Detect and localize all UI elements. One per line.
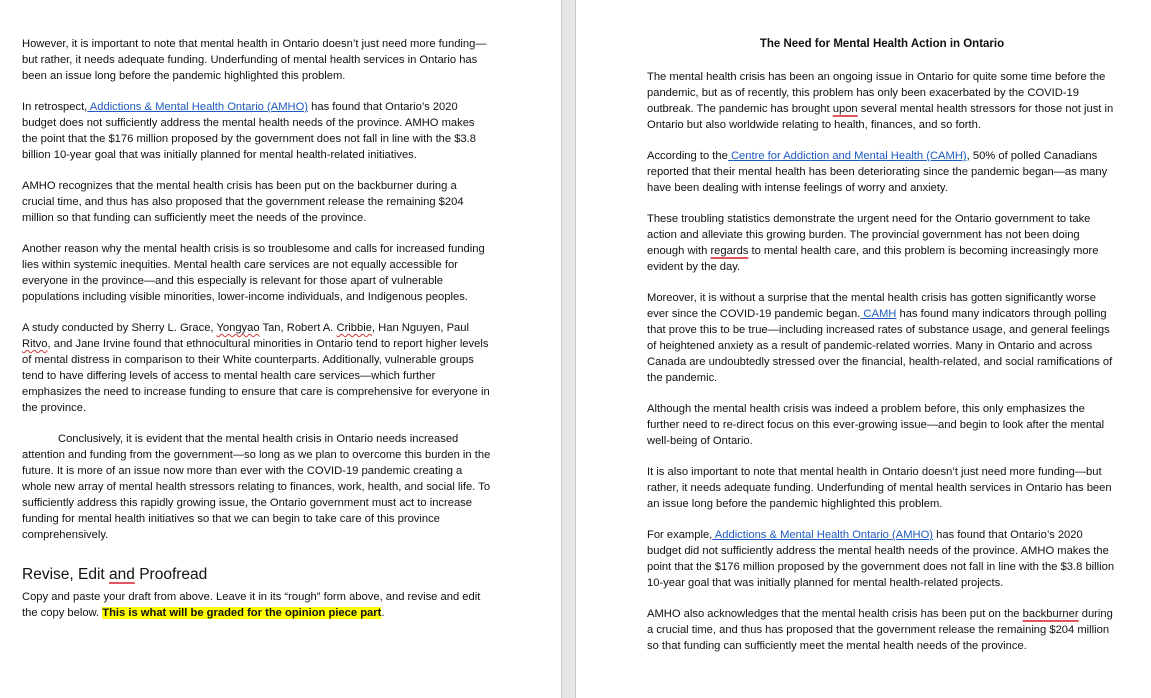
camh-link[interactable]: CAMH xyxy=(860,308,897,320)
paragraph-although: Although the mental health crisis was indeed a problem before, this only emphasizes the further need to re-direct focus on this ever-growing issue—and begin to look after the mental well-being of Ontario. xyxy=(647,403,1105,447)
text-run: The mental health crisis has been an ongoing issue in Ontario for quite some time before the pandemic, but as of recently, this problem has only been exacerbated by the COVID-19 outbreak. The pandemic has brought xyxy=(647,71,1106,115)
text-run: Revise, Edit xyxy=(22,566,110,583)
text-run: Tan, Robert A. xyxy=(259,322,337,334)
highlighted-text: This is what will be graded for the opinion piece part xyxy=(102,607,382,619)
paragraph-troubling-statistics xyxy=(647,211,1117,275)
paragraph-intro xyxy=(647,69,1117,133)
spelling-error-word[interactable]: Cribbie xyxy=(336,322,372,334)
paragraph-amho-acknowledges xyxy=(647,606,1117,654)
paragraph-systemic-inequities: Another reason why the mental health crisis is so troublesome and calls for increased funding lies within systemic inequities. Mental health care services are not equally accessible for everyone in the province—and this especially is relevant for those apart of vulnerable populations including visible minorities, lower-income individuals, and Indigenous peoples. xyxy=(22,243,485,303)
grammar-flag-word[interactable]: backburner xyxy=(1022,608,1079,620)
paragraph-camh-poll xyxy=(647,148,1117,196)
paragraph-amho-budget xyxy=(647,527,1117,591)
spelling-error-word[interactable]: Yongyao xyxy=(216,322,260,334)
text-run: These troubling statistics demonstrate the urgent need for the Ontario government to take action and alleviate this growing burden. The provincial government has not been doing enough with xyxy=(647,213,1091,257)
text-run: has found that Ontario’s 2020 budget does not sufficiently address the mental health needs of the province. AMHO makes the point that the $176 million proposed by the government does not fall in line with the $3.8 billion 10-year goal that was initially planned for mental health-related initiatives. xyxy=(22,101,477,161)
text-run: In retrospect, xyxy=(22,101,88,113)
paragraph-funding: It is also important to note that mental health in Ontario doesn’t just need more funding—but rather, it needs adequate funding. Underfunding of mental health services in Ontario has been an issue long before the pandemic highlighted this problem. xyxy=(647,466,1112,510)
paragraph-study xyxy=(22,320,492,416)
grammar-flag-word[interactable]: regards xyxy=(710,245,749,257)
text-run: , and Jane Irvine found that ethnocultural minorities in Ontario tend to report higher levels of mental distress in comparison to their White counterparts. Additionally, vulnerable groups tend to have differing levels of access to mental health care services—which further emphasizes the need to increase funding to ensure that care is comprehensive for everyone in the province. xyxy=(22,338,490,414)
text-run: Moreover, it is without a surprise that the mental health crisis has gotten significantly worse ever since the COVID-19 pandemic began. xyxy=(647,292,1096,320)
document-title: The Need for Mental Health Action in Ontario xyxy=(759,38,1005,50)
section-heading xyxy=(22,565,561,585)
grammar-flag-word[interactable]: and xyxy=(109,566,135,583)
text-run: has found that Ontario’s 2020 budget did not sufficiently address the mental health needs of the province. AMHO makes the point that the $176 million proposed by the government does not fall in line with the $3.8 billion 10-year goal that was initially planned for mental health-related projects. xyxy=(647,529,1115,589)
page-border xyxy=(561,0,562,698)
document-page-left xyxy=(0,0,561,698)
paragraph-amho-budget xyxy=(22,99,492,163)
text-run: Copy and paste your draft from above. Leave it in its “rough” form above, and revise and edit the copy below. xyxy=(22,591,481,619)
grammar-flag-word[interactable]: upon xyxy=(832,103,858,115)
text-run: , 50% of polled Canadians reported that their mental health has been deteriorating since the pandemic began—as many have been dealing with intense feelings of worry and anxiety. xyxy=(647,150,1108,194)
paragraph-conclusion: Conclusively, it is evident that the mental health crisis in Ontario needs increased attention and funding from the government—so long as we plan to overcome this burden in the future. It is more of an issue now more than ever with the COVID-19 pandemic creating a whole new array of mental health stressors relating to finances, work, health, and social life. To sufficiently address this rapidly growing issue, the Ontario government must act to increase funding for mental health initiatives so that we can begin to take care of this province comprehensively. xyxy=(22,433,491,541)
text-run: A study conducted by Sherry L. Grace, xyxy=(22,322,217,334)
text-run: For example, xyxy=(647,529,713,541)
paragraph-instructions xyxy=(22,589,492,621)
amho-link[interactable]: Addictions & Mental Health Ontario (AMHO) xyxy=(712,529,934,541)
paragraph-funding: However, it is important to note that mental health in Ontario doesn’t just need more funding—but rather, it needs adequate funding. Underfunding of mental health services in Ontario has been an issue long before the pandemic highlighted this problem. xyxy=(22,38,487,82)
text-run: . xyxy=(381,607,385,619)
document-page-right xyxy=(576,0,1151,698)
paragraph-amho-recognizes: AMHO recognizes that the mental health crisis has been put on the backburner during a crucial time, and thus has also proposed that the government release the remaining $204 million so that funding can sufficiently meet the needs of the province. xyxy=(22,180,464,224)
text-run: According to the xyxy=(647,150,728,162)
amho-link[interactable]: Addictions & Mental Health Ontario (AMHO) xyxy=(87,101,309,113)
text-run: AMHO also acknowledges that the mental health crisis has been put on the xyxy=(647,608,1023,620)
camh-link[interactable]: Centre for Addiction and Mental Health (CAMH) xyxy=(727,150,967,162)
text-run: several mental health stressors for those not just in Ontario but also worldwide relating to health, finances, and so forth. xyxy=(647,103,1114,131)
text-run: has found many indicators through polling that prove this to be true—including increased rates of substance usage, and general feelings of heightened anxiety as a result of pandemic-related worries. Many in Ontario and across Canada are undoubtedly stressed over the financial, health-related, and social ramifications of the pandemic. xyxy=(647,308,1113,384)
spelling-error-word[interactable]: Ritvo xyxy=(22,338,48,350)
text-run: , Han Nguyen, Paul xyxy=(371,322,469,334)
paragraph-moreover xyxy=(647,290,1117,386)
text-run: Proofread xyxy=(134,566,208,583)
text-run: during a crucial time, and thus has proposed that the government release the remaining $204 million so that funding can sufficiently meet the mental health needs of the province. xyxy=(647,608,1113,652)
text-run: to mental health care, and this problem is becoming increasingly more evident by the day. xyxy=(647,245,1099,273)
